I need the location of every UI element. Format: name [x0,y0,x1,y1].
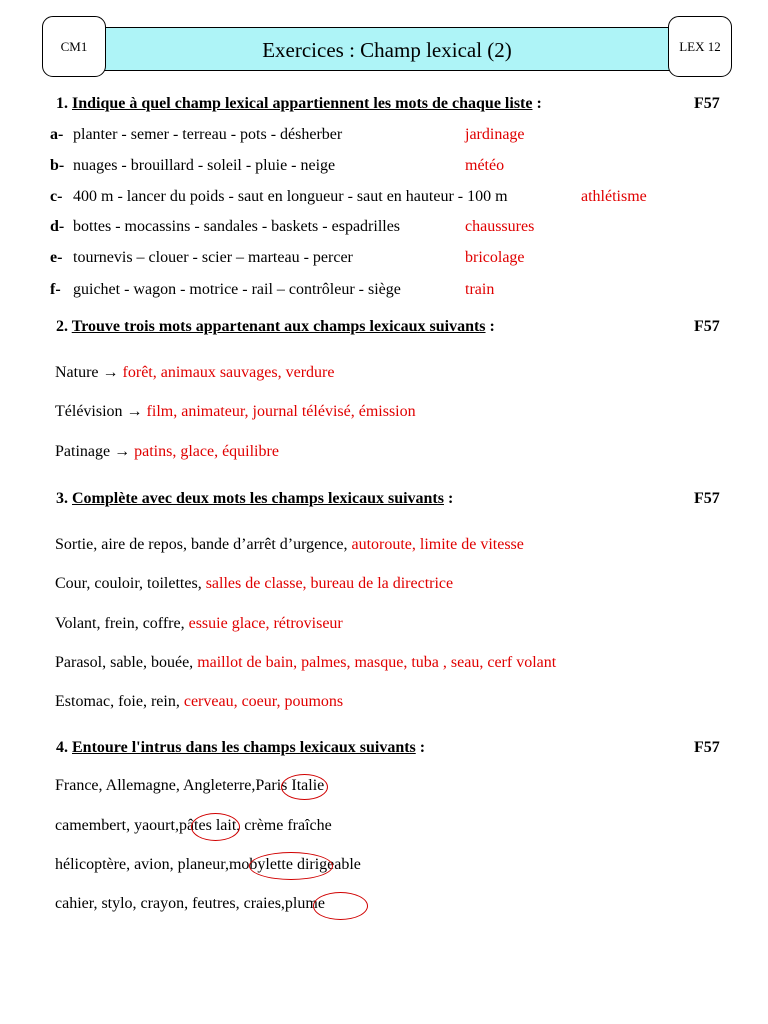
q1-item-label: e- [50,249,63,266]
q4-code: F57 [694,739,720,756]
q1-item-label: f- [50,281,61,298]
q4-item-intrus: pâtes [178,817,212,834]
q3-item-answer: maillot de bain, palmes, masque, tuba , seau, cerf volant [197,654,557,671]
q2-item-answer: patins, glace, équilibre [134,443,279,460]
q2-item-answer: film, animateur, journal télévisé, émission [146,403,416,420]
q4-item-intrus: Paris [255,777,288,794]
q3-item-words: Estomac, foie, rein, [55,693,180,710]
q4-item-rest: lait, crème fraîche [211,817,332,834]
q1-text: Indique à quel champ lexical appartiennent les mots de chaque liste [72,95,533,112]
q4-heading [56,739,425,757]
intrus-circle [313,892,368,920]
q3-item-words: Volant, frein, coffre, [55,615,185,632]
q3-number: 3. [56,490,68,507]
q2-text: Trouve trois mots appartenant aux champs lexicaux suivants [71,318,486,335]
q3-colon: : [447,490,454,507]
q2-code: F57 [694,318,720,335]
q1-item-words: nuages - brouillard - soleil - pluie - neige [73,157,336,174]
q2-item [55,403,416,421]
q1-item-answer: chaussures [465,218,535,235]
q1-item-answer: athlétisme [581,188,647,205]
q4-number: 4. [56,739,68,756]
q4-item-rest: dirigeable [292,856,361,873]
q3-code: F57 [694,490,720,507]
q4-item-words: hélicoptère, avion, planeur, [55,856,229,873]
q3-item [55,536,524,554]
q3-item-answer: autoroute, limite de vitesse [351,536,524,553]
q3-item-answer: salles de classe, bureau de la directrice [205,575,454,592]
q1-heading [56,95,542,113]
q1-item-answer: météo [465,157,505,174]
intrus-circle [191,813,240,841]
q4-item-intrus: mobylette [228,856,293,873]
q1-item-label: c- [50,188,63,205]
sheet-code-tag: LEX 12 [668,16,732,77]
q1-item-answer: bricolage [465,249,525,266]
arrow-icon: → [114,443,131,460]
q3-item-answer: cerveau, coeur, poumons [183,693,344,710]
q1-item-words: bottes - mocassins - sandales - baskets - espadrilles [73,218,401,235]
q3-item-words: Cour, couloir, toilettes, [55,575,202,592]
arrow-icon: → [126,403,143,420]
level-tag: CM1 [42,16,106,77]
page-title: Exercices : Champ lexical (2) [262,38,512,62]
q1-item-label: a- [50,126,64,143]
q1-code: F57 [694,95,720,112]
q1-item-words: guichet - wagon - motrice - rail – contrôleur - siège [73,281,401,298]
q3-item [55,654,556,672]
q4-item-words: France, Allemagne, Angleterre, [55,777,256,794]
q2-heading [56,318,495,336]
q2-colon: : [489,318,495,335]
q2-item-word: Nature [55,364,99,381]
q4-colon: : [419,739,426,756]
q1-item-answer: jardinage [465,126,525,143]
q1-item-words: planter - semer - terreau - pots - désherber [73,126,343,143]
q3-item-words: Sortie, aire de repos, bande d’arrêt d’urgence, [55,536,348,553]
q2-item-word: Patinage [55,443,111,460]
q4-item-words: camembert, yaourt, [55,817,179,834]
arrow-icon: → [102,364,119,381]
q4-item [55,895,325,913]
q1-item-answer: train [465,281,495,298]
q2-item [55,364,334,382]
q4-text: Entoure l'intrus dans les champs lexicaux suivants [72,739,416,756]
q1-item-words: 400 m - lancer du poids - saut en longueur - saut en hauteur - 100 m [73,188,508,205]
q4-item-intrus: plume [284,895,325,912]
q3-item [55,575,453,593]
intrus-circle [281,774,328,800]
q3-item-words: Parasol, sable, bouée, [55,654,194,671]
intrus-circle [249,852,333,880]
q4-item-words: cahier, stylo, crayon, feutres, craies, [55,895,285,912]
q4-item-rest: Italie [287,777,325,794]
q3-item [55,693,343,711]
q1-colon: : [536,95,542,112]
q1-number: 1. [56,95,68,112]
q3-item-answer: essuie glace, rétroviseur [188,615,343,632]
q2-item [55,443,279,461]
q3-text: Complète avec deux mots les champs lexicaux suivants [72,490,444,507]
q2-item-answer: forêt, animaux sauvages, verdure [122,364,335,381]
q3-item [55,615,343,633]
q2-item-word: Télévision [55,403,123,420]
q3-heading [56,490,453,508]
q1-item-label: d- [50,218,65,235]
q1-item-label: b- [50,157,65,174]
q2-number: 2. [56,318,68,335]
q1-item-words: tournevis – clouer - scier – marteau - percer [73,249,353,266]
